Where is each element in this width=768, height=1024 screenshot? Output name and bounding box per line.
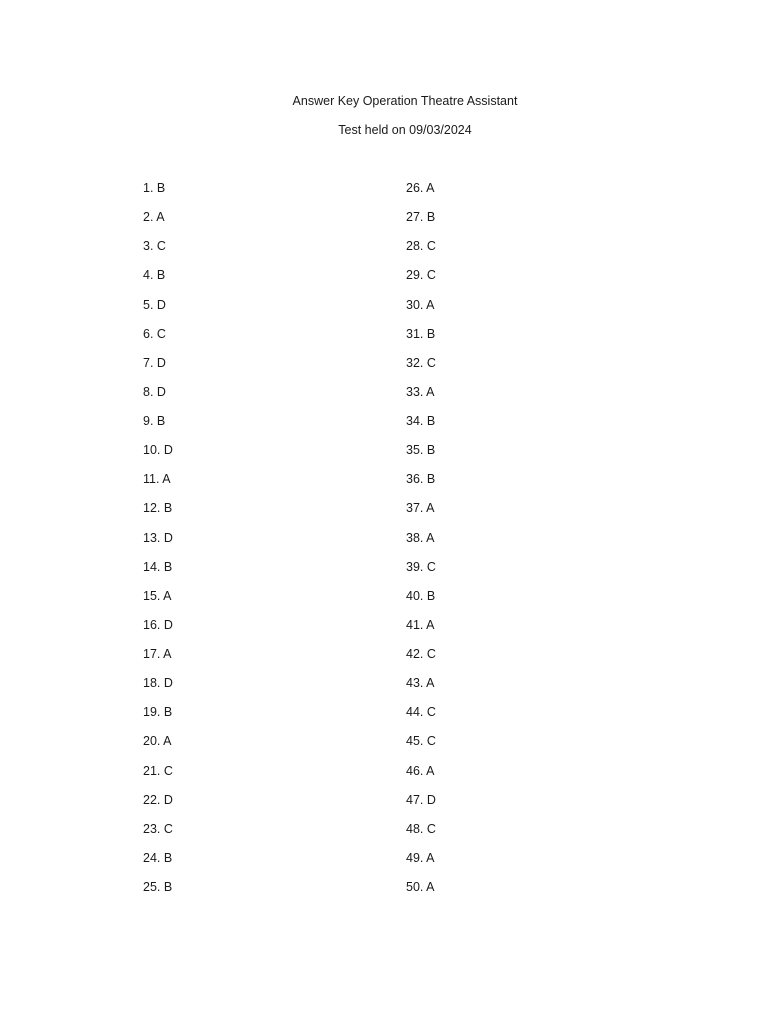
- answer-item: 23. C: [143, 821, 173, 836]
- answer-item: 31. B: [406, 326, 436, 341]
- answer-item: 12. B: [143, 501, 173, 516]
- answer-item: 26. A: [406, 181, 435, 195]
- answer-item: 38. A: [406, 530, 435, 545]
- test-date-subtitle: Test held on 09/03/2024: [338, 123, 472, 137]
- answer-item: 13. D: [143, 530, 173, 545]
- answer-item: 41. A: [406, 617, 435, 632]
- answer-item: 18. D: [143, 676, 173, 691]
- answer-item: 48. C: [406, 821, 436, 836]
- answer-item: 37. A: [406, 501, 435, 516]
- answer-item: 16. D: [143, 617, 173, 632]
- answer-item: 10. D: [143, 443, 173, 458]
- answer-item: 7. D: [143, 355, 166, 370]
- answer-item: 50. A: [406, 880, 435, 894]
- page-title: Answer Key Operation Theatre Assistant: [292, 94, 518, 108]
- answer-item: 17. A: [143, 647, 172, 661]
- answer-item: 29. C: [406, 268, 436, 283]
- answer-item: 46. A: [406, 763, 435, 778]
- answer-item: 2. A: [143, 210, 165, 225]
- answer-item: 49. A: [406, 850, 435, 865]
- answer-item: 21. C: [143, 763, 173, 778]
- answer-item: 42. C: [406, 647, 436, 661]
- answer-item: 1. B: [143, 181, 166, 195]
- answer-item: 43. A: [406, 676, 435, 691]
- answer-item: 34. B: [406, 414, 436, 428]
- answer-item: 40. B: [406, 588, 436, 603]
- answer-item: 14. B: [143, 559, 173, 574]
- answer-item: 3. C: [143, 239, 166, 254]
- answer-item: 33. A: [406, 384, 435, 399]
- answer-item: 36. B: [406, 472, 436, 487]
- answer-item: 8. D: [143, 384, 166, 399]
- answer-item: 39. C: [406, 559, 436, 574]
- answer-item: 4. B: [143, 268, 166, 283]
- answer-item: 27. B: [406, 210, 436, 225]
- answer-item: 28. C: [406, 239, 436, 254]
- answer-column-right: [406, 180, 436, 908]
- answer-item: 20. A: [143, 734, 172, 749]
- answer-item: 9. B: [143, 414, 166, 428]
- answer-item: 11. A: [143, 472, 171, 487]
- answer-item: 22. D: [143, 792, 173, 807]
- answer-item: 44. C: [406, 705, 436, 720]
- answer-item: 30. A: [406, 297, 435, 312]
- answer-column-left: [143, 180, 173, 908]
- answer-item: 32. C: [406, 355, 436, 370]
- answer-item: 47. D: [406, 792, 436, 807]
- answer-item: 45. C: [406, 734, 436, 749]
- answer-item: 24. B: [143, 850, 173, 865]
- answer-item: 19. B: [143, 705, 173, 720]
- answer-item: 25. B: [143, 880, 173, 894]
- answer-item: 35. B: [406, 443, 436, 458]
- answer-item: 6. C: [143, 326, 166, 341]
- answer-item: 15. A: [143, 588, 172, 603]
- answer-item: 5. D: [143, 297, 166, 312]
